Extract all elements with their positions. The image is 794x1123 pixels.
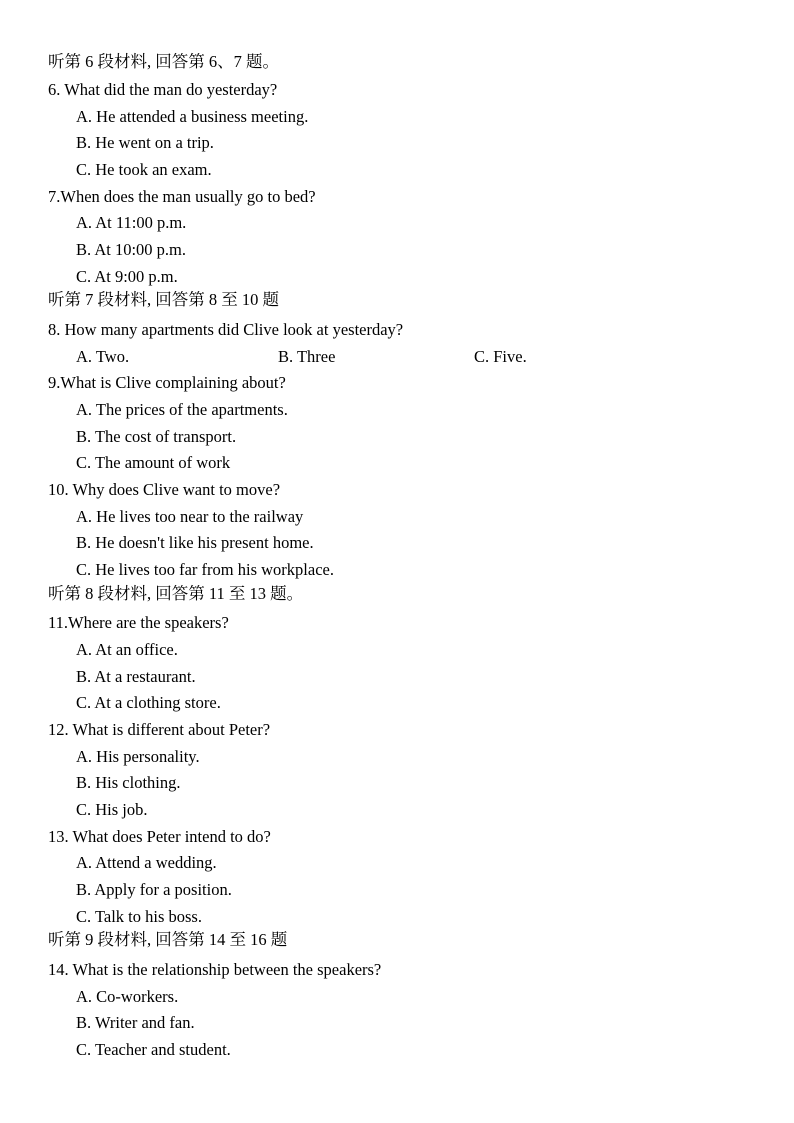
option-b: B. At a restaurant. [76, 667, 196, 686]
option-b: B. The cost of transport. [76, 427, 237, 446]
option-b: B. Three [278, 347, 336, 366]
option-a: A. He lives too near to the railway [76, 507, 304, 526]
question-stem: 12. What is different about Peter? [48, 720, 271, 739]
option-a: A. The prices of the apartments. [76, 400, 288, 419]
section-heading: 听第 9 段材料, 回答第 14 至 16 题 [48, 930, 288, 949]
option-c: C. He lives too far from his workplace. [76, 560, 334, 579]
option-c: C. Talk to his boss. [76, 907, 202, 926]
section-heading: 听第 7 段材料, 回答第 8 至 10 题 [48, 290, 279, 309]
option-a: A. At 11:00 p.m. [76, 213, 187, 232]
option-b: B. He doesn't like his present home. [76, 533, 314, 552]
question-stem: 11.Where are the speakers? [48, 613, 229, 632]
option-c: C. The amount of work [76, 453, 231, 472]
question-stem: 6. What did the man do yesterday? [48, 80, 278, 99]
option-b: B. He went on a trip. [76, 133, 214, 152]
section-heading: 听第 8 段材料, 回答第 11 至 13 题。 [48, 584, 304, 603]
option-c: C. At 9:00 p.m. [76, 267, 178, 286]
option-b: B. His clothing. [76, 773, 181, 792]
option-a: A. Attend a wedding. [76, 853, 217, 872]
option-c: C. Teacher and student. [76, 1040, 231, 1059]
option-b: B. Apply for a position. [76, 880, 232, 899]
question-stem: 13. What does Peter intend to do? [48, 827, 271, 846]
option-b: B. Writer and fan. [76, 1013, 195, 1032]
option-a: A. Co-workers. [76, 987, 179, 1006]
option-c: C. At a clothing store. [76, 693, 221, 712]
option-c: C. His job. [76, 800, 148, 819]
option-c: C. He took an exam. [76, 160, 212, 179]
option-a: A. Two. [76, 347, 130, 366]
option-c: C. Five. [474, 347, 527, 366]
section-heading: 听第 6 段材料, 回答第 6、7 题。 [48, 52, 279, 71]
question-stem: 7.When does the man usually go to bed? [48, 187, 316, 206]
question-stem: 8. How many apartments did Clive look at yesterday? [48, 320, 404, 339]
question-stem: 10. Why does Clive want to move? [48, 480, 281, 499]
question-stem: 14. What is the relationship between the speakers? [48, 960, 382, 979]
option-a: A. His personality. [76, 747, 200, 766]
option-a: A. At an office. [76, 640, 178, 659]
option-a: A. He attended a business meeting. [76, 107, 309, 126]
question-stem: 9.What is Clive complaining about? [48, 373, 286, 392]
option-b: B. At 10:00 p.m. [76, 240, 187, 259]
